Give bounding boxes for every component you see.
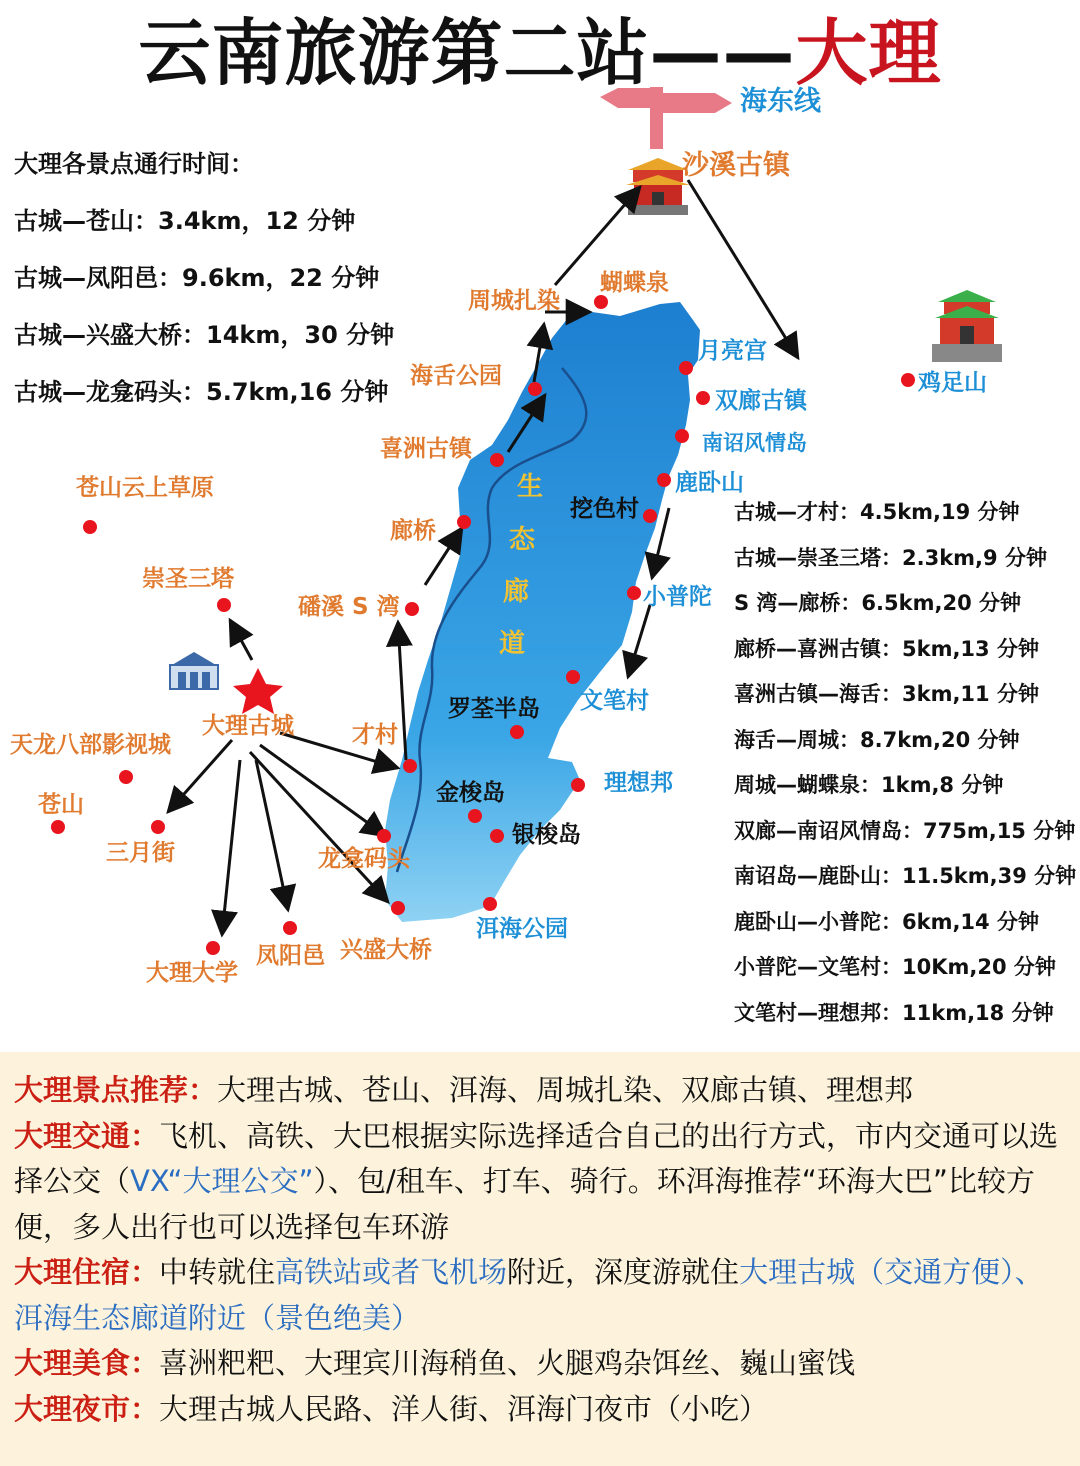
label-erhai: 洱海公园 <box>476 916 568 942</box>
label-swan: 磻溪 S 湾 <box>298 594 400 620</box>
haidong-route-label: 海东线 <box>740 86 821 117</box>
stay-link-2: 大理古城（交通方便）、洱海生态廊道附近（景色绝美） <box>14 1255 1044 1335</box>
scenic-text: 大理古城、苍山、洱海、周城扎染、双廊古镇、理想邦 <box>217 1073 914 1107</box>
label-yinsuo: 银梭岛 <box>512 822 581 848</box>
lake-char: 态 <box>508 525 536 555</box>
label-xiaoputuo: 小普陀 <box>643 584 712 610</box>
travel-time-item: 海舌—周城：8.7km,20 分钟 <box>734 727 1020 752</box>
star-icon <box>233 668 283 714</box>
label-longkan: 龙龛码头 <box>318 846 410 872</box>
travel-time-item: 小普陀—文笔村：10Km,20 分钟 <box>734 955 1056 979</box>
stay-text-2: 附近，深度游就住 <box>507 1255 740 1289</box>
title-main: 云南旅游第二站—— <box>138 11 796 95</box>
traffic-link: VX“大理公交” <box>130 1164 314 1198</box>
travel-time-item: 周城—蝴蝶泉：1km,8 分钟 <box>734 773 1004 797</box>
label-luwo: 鹿卧山 <box>675 470 744 496</box>
label-guchen: 大理古城 <box>202 713 294 739</box>
stay-label: 大理住宿： <box>14 1255 160 1289</box>
travel-time-item: 古城—兴盛大桥：14km，30 分钟 <box>14 321 395 349</box>
night-market-text: 大理古城人民路、洋人街、洱海门夜市（小吃） <box>159 1391 769 1426</box>
left-travel-times <box>14 144 394 429</box>
travel-time-item: 古城—才村：4.5km,19 分钟 <box>734 500 1020 524</box>
stay-line <box>14 1250 1070 1341</box>
night-market-line <box>14 1387 1070 1433</box>
title-highlight: 大理 <box>795 11 942 95</box>
scenic-label: 大理景点推荐： <box>14 1073 218 1107</box>
travel-time-item: 古城—苍山：3.4km，12 分钟 <box>14 207 356 235</box>
label-shaxi: 沙溪古镇 <box>682 150 790 181</box>
label-xizhou: 喜洲古镇 <box>380 436 472 462</box>
food-text: 喜洲粑粑、大理宾川海稍鱼、火腿鸡杂饵丝、巍山蜜饯 <box>159 1346 856 1380</box>
label-hudiequan: 蝴蝶泉 <box>600 270 669 296</box>
temple-icon-jizu <box>932 290 1002 362</box>
temple-icon-shaxi <box>626 158 690 215</box>
travel-times-heading: 大理各景点通行时间： <box>14 150 254 178</box>
lake-char: 生 <box>516 472 544 502</box>
label-wenbi: 文笔村 <box>580 688 649 714</box>
scenic-line <box>14 1068 1070 1114</box>
label-zhoucheng: 周城扎染 <box>468 288 560 314</box>
night-market-label: 大理夜市： <box>14 1391 160 1426</box>
label-luoquan: 罗荃半岛 <box>448 696 540 722</box>
label-nanzhao: 南诏风情岛 <box>702 431 807 455</box>
stay-link-1: 高铁站或者飞机场 <box>275 1255 508 1289</box>
recommendation-panel <box>0 1052 1080 1466</box>
traffic-text-1: 飞机、高铁、大巴根据实际选择适合自己的出行方式，市内交通可以选择公交（ <box>14 1118 1059 1198</box>
traffic-label: 大理交通： <box>14 1118 160 1153</box>
page-title <box>0 8 1080 98</box>
label-lixiang: 理想邦 <box>604 770 673 796</box>
travel-time-item: 古城—凤阳邑：9.6km，22 分钟 <box>14 264 380 292</box>
label-cangshanyun: 苍山云上草原 <box>76 475 214 501</box>
travel-time-item: 古城—龙龛码头：5.7km,16 分钟 <box>14 378 389 406</box>
city-gate-icon <box>170 652 218 689</box>
label-cangshan: 苍山 <box>38 792 84 818</box>
food-label: 大理美食： <box>14 1346 160 1380</box>
label-sanyue: 三月街 <box>106 840 175 866</box>
right-travel-times <box>734 495 1076 1041</box>
travel-time-item: 南诏岛—鹿卧山：11.5km,39 分钟 <box>734 864 1077 888</box>
label-haishe: 海舌公园 <box>410 363 502 389</box>
travel-time-item: 鹿卧山—小普陀：6km,14 分钟 <box>734 909 1039 934</box>
travel-time-item: S 湾—廊桥：6.5km,20 分钟 <box>734 591 1021 615</box>
label-tianlong: 天龙八部影视城 <box>10 732 171 758</box>
food-line <box>14 1341 1070 1387</box>
label-chongsheng: 崇圣三塔 <box>142 566 234 592</box>
travel-time-item: 双廊—南诏风情岛：775m,15 分钟 <box>734 818 1076 843</box>
label-xingsheng: 兴盛大桥 <box>340 937 432 963</box>
traffic-text-2: ）、包/租车、打车、骑行。环洱海推荐“环海大巴”比较方便，多人出行也可以选择包车环游 <box>14 1164 1035 1244</box>
label-jizu: 鸡足山 <box>918 370 987 396</box>
travel-time-item: 喜洲古镇—海舌：3km,11 分钟 <box>734 682 1039 706</box>
traffic-line <box>14 1114 1070 1251</box>
label-yueliang: 月亮宫 <box>698 338 767 364</box>
label-daxue: 大理大学 <box>146 960 238 986</box>
travel-time-item: 文笔村—理想邦：11km,18 分钟 <box>734 1000 1054 1025</box>
travel-time-item: 古城—崇圣三塔：2.3km,9 分钟 <box>734 545 1047 570</box>
label-langqiao: 廊桥 <box>390 518 436 544</box>
stay-text-1: 中转就住 <box>159 1255 276 1289</box>
travel-time-item: 廊桥—喜洲古镇：5km,13 分钟 <box>734 636 1039 661</box>
label-caicun: 才村 <box>352 722 398 748</box>
label-shuanglang: 双廊古镇 <box>715 388 807 414</box>
lake-char: 廊 <box>502 577 530 607</box>
label-jinsuo: 金梭岛 <box>436 780 505 806</box>
lake-char: 道 <box>498 629 526 659</box>
label-wase: 挖色村 <box>570 496 639 522</box>
label-fengyang: 凤阳邑 <box>256 943 325 969</box>
